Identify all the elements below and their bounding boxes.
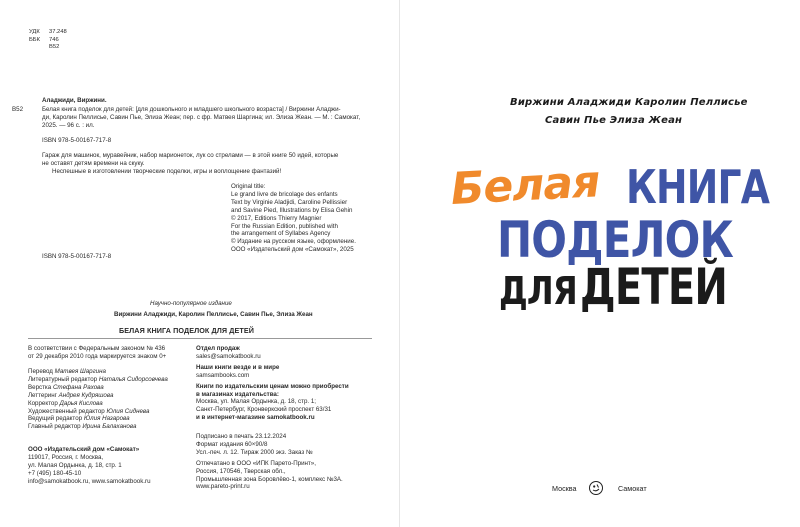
udk-line: УДК 37.248	[29, 29, 67, 35]
cover-authors-line1: Виржини Аладжиди Каролин Пеллисье	[510, 97, 748, 108]
title-word-dlya: ДЛЯ	[499, 269, 577, 313]
credit-row: Литературный редактор Наталья Сидорсовчева	[28, 375, 168, 383]
city-label: Москва	[552, 484, 577, 493]
credit-row: Главный редактор Ирина Балаханова	[28, 423, 137, 431]
udk-block	[29, 29, 67, 52]
divider	[28, 338, 372, 339]
authors-line: Виржини Аладжиди, Каролин Пеллисье, Савин Пье, Элиза Жеан	[114, 311, 313, 318]
isbn-bottom: ISBN 978-5-00167-717-8	[42, 253, 112, 260]
cover-authors-line2: Савин Пье Элиза Жеан	[545, 115, 683, 126]
publisher-block: ООО «Издательский дом «Самокат» 119017, Россия, г. Москва, ул. Малая Ордынка, д. 18, стр. 1 +7 (495) 180-45-10 info@samokatbook.ru, www.samokatbook.ru	[28, 446, 151, 485]
bbk-line: ББК 746	[29, 36, 59, 43]
credit-row: Верстка Стефана Рахова	[28, 383, 104, 391]
author-heading: Аладжиди, Виржини.	[42, 97, 107, 104]
credit-row: Перевод Матвея Шаргина	[28, 368, 106, 375]
annotation: Гараж для машинок, муравейник, набор марионеток, лук со стрелами — в этой книге 50 идей, которые не оставят детям времени на скуку. Неспешные в изготовлении творческие поделки, игры и воплощение фантазий!	[42, 152, 339, 175]
original-title-block: Original title: Le grand livre de bricolage des enfants Text by Virginie Aladjidi, Caroline Pellissier and Savine Pied, Illustrations by Elisa Gehin © 2017, Editions Thierry Magnier For the Russian Edition, published with the arrangement of Syllabes Agency © Издание на русском языке, оформление. ООО «Издательский дом «Самокат», 2025	[231, 183, 356, 254]
title-word-belaya: Белая	[449, 156, 601, 215]
samokat-logo-icon	[589, 481, 603, 495]
genre-label: Научно-популярное издание	[150, 300, 232, 307]
code-line: В52	[49, 44, 60, 51]
credits-list	[28, 368, 168, 431]
credit-row: Художественный редактор Юлия Сиднева	[28, 407, 150, 415]
book-title-imprint: БЕЛАЯ КНИГА ПОДЕЛОК ДЛЯ ДЕТЕЙ	[119, 326, 254, 335]
print-info: Подписано в печать 23.12.2024 Формат издания 60×90/8 Усл.-печ. л. 12. Тираж 2000 экз. Заказ № Отпечатано в ООО «ИПК Парето-Принт», Россия, 170546, Тверская обл., Промышленная зона Боровлёво-1, комплекс №3А. www.pareto-print.ru	[196, 433, 343, 491]
sales-block: Отдел продаж sales@samokatbook.ru Наши книги везде и в мире samsambooks.com Книги по издательским ценам можно приобрести в магазинах издательства: Москва, ул. Малая Ордынка, д. 18, стр. 1; Санкт-Петербург, Кронверкский проспект 63/31 и в интернет-магазине samokatbook.ru	[196, 345, 349, 422]
title-word-kniga: КНИГА	[626, 160, 770, 214]
bibliographic-record: Белая книга поделок для детей: [для дошкольного и младшего школьного возраста] / Виржини Аладжи- ди, Каролин Пеллисье, Савин Пье, Элиза Жеан; пер. с фр. Матвея Шаргина; ил. Элиза Жеан. — М. : Самокат, 2025. — 96 с. : ил.	[42, 106, 361, 129]
credit-row: Корректор Дарья Кислова	[28, 399, 103, 407]
index-code: В52	[12, 106, 24, 113]
credit-row: Ведущий редактор Юлия Назарова	[28, 415, 130, 423]
credit-row: Леттеринг Андрея Кудряшова	[28, 391, 114, 399]
title-word-detey: ДЕТЕЙ	[580, 258, 728, 316]
law-note: В соответствии с Федеральным законом № 436 от 29 декабря 2010 года маркируется знаком 0+	[28, 345, 167, 360]
title-word-podelok: ПОДЕЛОК	[497, 211, 734, 269]
isbn-top: ISBN 978-5-00167-717-8	[42, 137, 112, 144]
publisher-name-label: Самокат	[618, 484, 647, 493]
page-gutter	[399, 0, 400, 527]
